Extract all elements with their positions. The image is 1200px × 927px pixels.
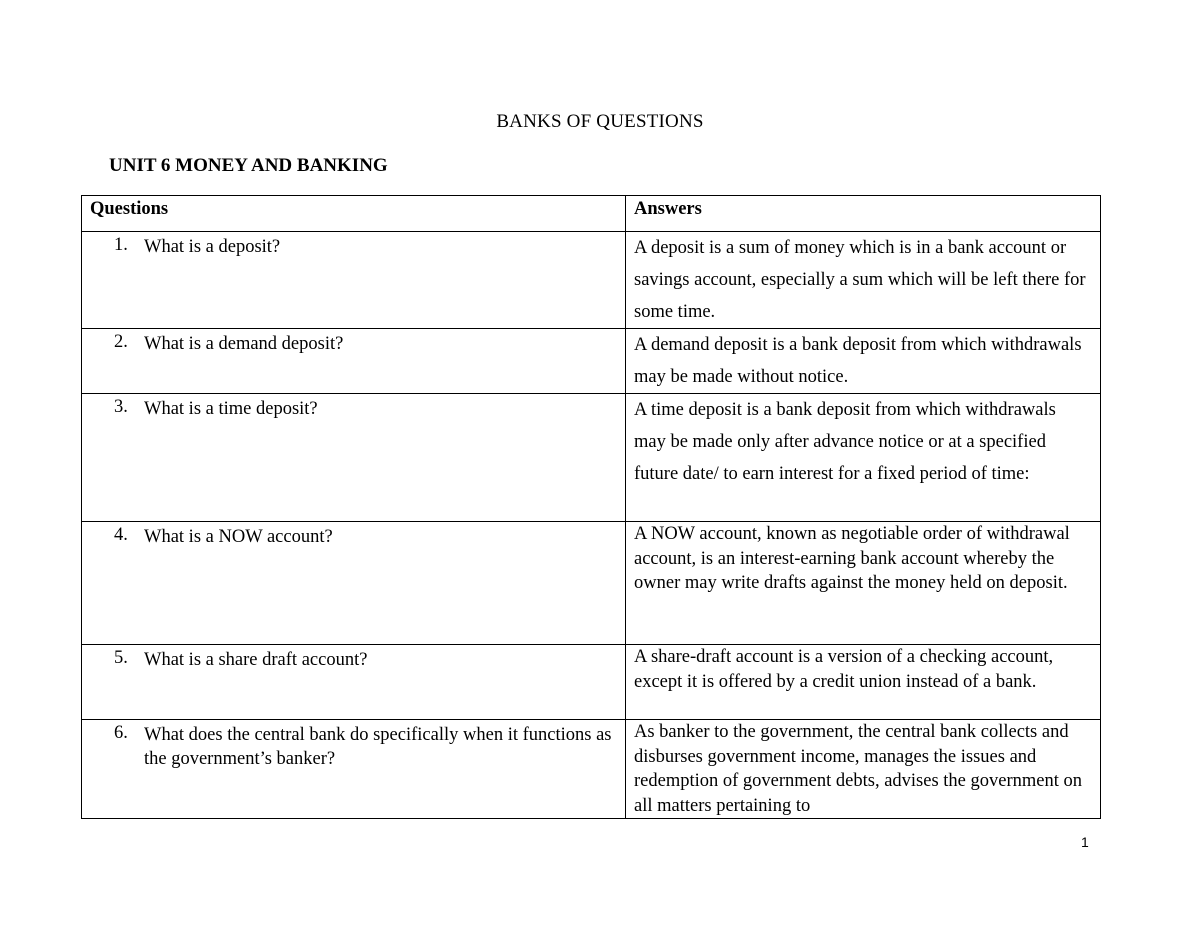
- answer-cell: A deposit is a sum of money which is in a bank account or savings account, especially a sum which will be left there for some time.: [626, 232, 1101, 329]
- questions-answers-table: [81, 195, 1101, 819]
- question-text: What is a share draft account?: [144, 650, 368, 670]
- question-text: What is a NOW account?: [144, 527, 333, 547]
- answer-cell: As banker to the government, the central bank collects and disburses government income, manages the issues and redemption of government debts, advises the government on all matters pertaining to: [626, 720, 1101, 819]
- question-text: What is a deposit?: [144, 237, 281, 257]
- table-row: [82, 645, 1101, 720]
- question-cell: [82, 645, 626, 720]
- answer-cell: A time deposit is a bank deposit from which withdrawals may be made only after advance notice or at a specified future date/ to earn interest for a fixed period of time:: [626, 394, 1101, 522]
- page-number: 1: [1081, 834, 1089, 850]
- question-number: 6.: [114, 723, 128, 743]
- question-number: 2.: [114, 332, 128, 352]
- table-row: [82, 522, 1101, 645]
- answer-cell: A NOW account, known as negotiable order of withdrawal account, is an interest-earning bank account whereby the owner may write drafts against the money held on deposit.: [626, 522, 1101, 645]
- question-cell: [82, 394, 626, 522]
- question-cell: [82, 720, 626, 819]
- table-row: [82, 232, 1101, 329]
- questions-column-header: Questions: [82, 196, 626, 232]
- question-text: What is a time deposit?: [144, 399, 318, 419]
- question-number: 5.: [114, 648, 128, 668]
- table-row: [82, 329, 1101, 394]
- question-cell: [82, 232, 626, 329]
- question-text: What does the central bank do specifically when it functions as the government’s banker?: [144, 725, 612, 769]
- question-number: 3.: [114, 397, 128, 417]
- question-text: What is a demand deposit?: [144, 334, 344, 354]
- question-number: 1.: [114, 235, 128, 255]
- unit-heading: UNIT 6 MONEY AND BANKING: [109, 155, 388, 176]
- table-row: [82, 720, 1101, 819]
- document-title: BANKS OF QUESTIONS: [496, 111, 704, 132]
- question-cell: [82, 329, 626, 394]
- question-number: 4.: [114, 525, 128, 545]
- table-row: [82, 394, 1101, 522]
- answer-cell: A share-draft account is a version of a checking account, except it is offered by a credit union instead of a bank.: [626, 645, 1101, 720]
- answer-cell: A demand deposit is a bank deposit from which withdrawals may be made without notice.: [626, 329, 1101, 394]
- table-header-row: [82, 196, 1101, 232]
- answers-column-header: Answers: [626, 196, 1101, 232]
- question-cell: [82, 522, 626, 645]
